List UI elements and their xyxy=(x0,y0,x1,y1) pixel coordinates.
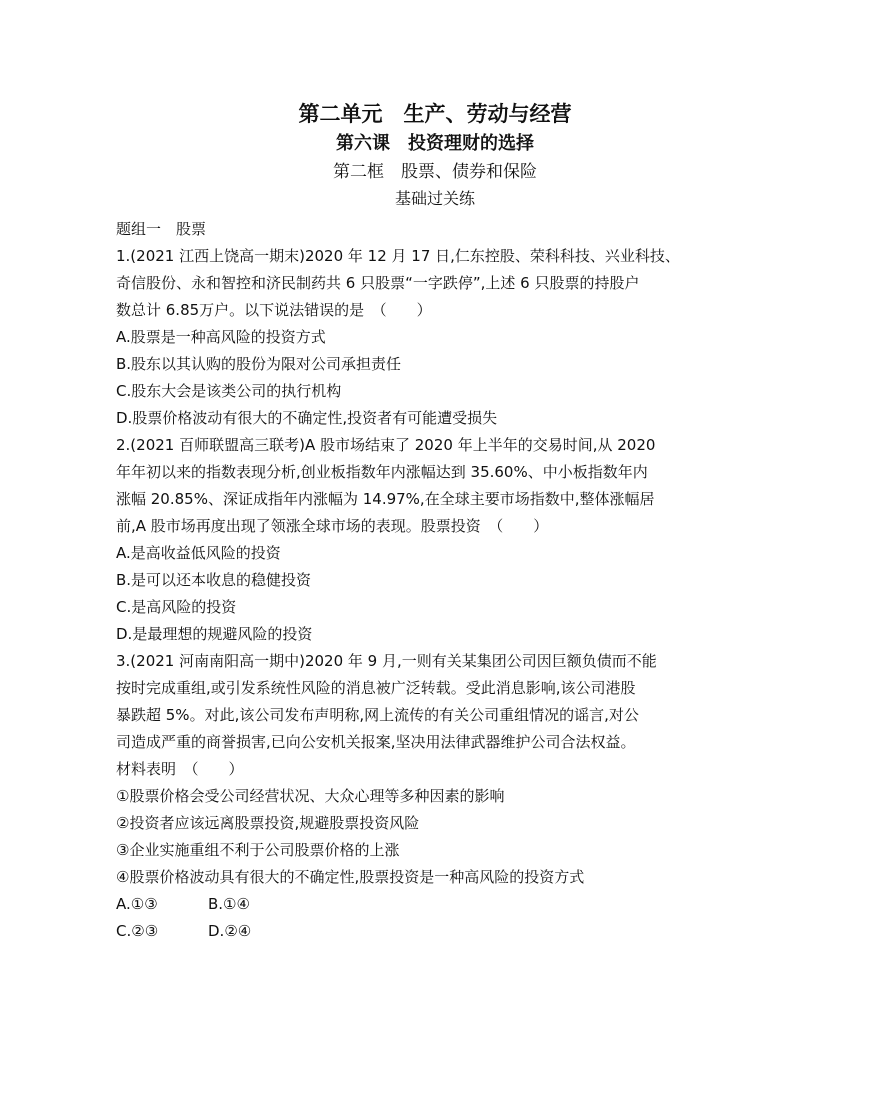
numbered-statement: ②投资者应该远离股票投资,规避股票投资风险 xyxy=(116,814,420,832)
question-1 xyxy=(116,243,756,432)
question-stem-line: 暴跌超 5%。对此,该公司发布声明称,网上流传的有关公司重组情况的谣言,对公 xyxy=(116,706,639,724)
exercise-subtitle: 基础过关练 xyxy=(394,189,475,208)
answer-option: C.②③ xyxy=(116,922,159,940)
section-title: 第二框 股票、债券和保险 xyxy=(333,162,537,182)
group-title: 题组一 股票 xyxy=(116,220,207,238)
answer-option-row xyxy=(116,918,756,945)
numbered-statement: ④股票价格波动具有很大的不确定性,股票投资是一种高风险的投资方式 xyxy=(116,868,585,886)
question-stem-line: 涨幅 20.85%、深证成指年内涨幅为 14.97%,在全球主要市场指数中,整体涨幅居 xyxy=(116,490,655,508)
answer-option: A.①③ xyxy=(116,895,158,913)
answer-option: B.股东以其认购的股份为限对公司承担责任 xyxy=(116,355,402,373)
question-stem-line: 数总计 6.85万户。以下说法错误的是 （ ） xyxy=(116,301,432,319)
question-stem-line: 年年初以来的指数表现分析,创业板指数年内涨幅达到 35.60%、中小板指数年内 xyxy=(116,463,648,481)
question-3 xyxy=(116,648,756,945)
title-block xyxy=(0,98,870,212)
answer-option: C.股东大会是该类公司的执行机构 xyxy=(116,382,342,400)
answer-option: C.是高风险的投资 xyxy=(116,598,237,616)
question-stem-line: 材料表明 （ ） xyxy=(116,760,244,778)
numbered-statement: ③企业实施重组不利于公司股票价格的上涨 xyxy=(116,841,400,859)
answer-option: A.是高收益低风险的投资 xyxy=(116,544,281,562)
answer-option: A.股票是一种高风险的投资方式 xyxy=(116,328,326,346)
question-stem-line: 按时完成重组,或引发系统性风险的消息被广泛转载。受此消息影响,该公司港股 xyxy=(116,679,636,697)
answer-option: B.是可以还本收息的稳健投资 xyxy=(116,571,312,589)
question-stem-line: 3.(2021 河南南阳高一期中)2020 年 9 月,一则有关某集团公司因巨额负债而不能 xyxy=(116,652,657,670)
question-stem-line: 奇信股份、永和智控和济民制药共 6 只股票“一字跌停”,上述 6 只股票的持股户 xyxy=(116,274,640,292)
answer-option: D.是最理想的规避风险的投资 xyxy=(116,625,313,643)
question-content xyxy=(116,216,756,945)
question-stem-line: 前,A 股市场再度出现了领涨全球市场的表现。股票投资 （ ） xyxy=(116,517,549,535)
unit-title: 第二单元 生产、劳动与经营 xyxy=(298,102,572,126)
question-stem-line: 2.(2021 百师联盟高三联考)A 股市场结束了 2020 年上半年的交易时间,从 2020 xyxy=(116,436,656,454)
question-stem-line: 司造成严重的商誉损害,已向公安机关报案,坚决用法律武器维护公司合法权益。 xyxy=(116,733,636,751)
question-stem-line: 1.(2021 江西上饶高一期末)2020 年 12 月 17 日,仁东控股、荣科科技、兴业科技、 xyxy=(116,247,680,265)
answer-option: D.②④ xyxy=(208,922,252,940)
question-2 xyxy=(116,432,756,648)
answer-option: B.①④ xyxy=(208,895,250,913)
numbered-statement: ①股票价格会受公司经营状况、大众心理等多种因素的影响 xyxy=(116,787,505,805)
answer-option: D.股票价格波动有很大的不确定性,投资者有可能遭受损失 xyxy=(116,409,498,427)
answer-option-row xyxy=(116,891,756,918)
lesson-title: 第六课 投资理财的选择 xyxy=(336,133,534,154)
